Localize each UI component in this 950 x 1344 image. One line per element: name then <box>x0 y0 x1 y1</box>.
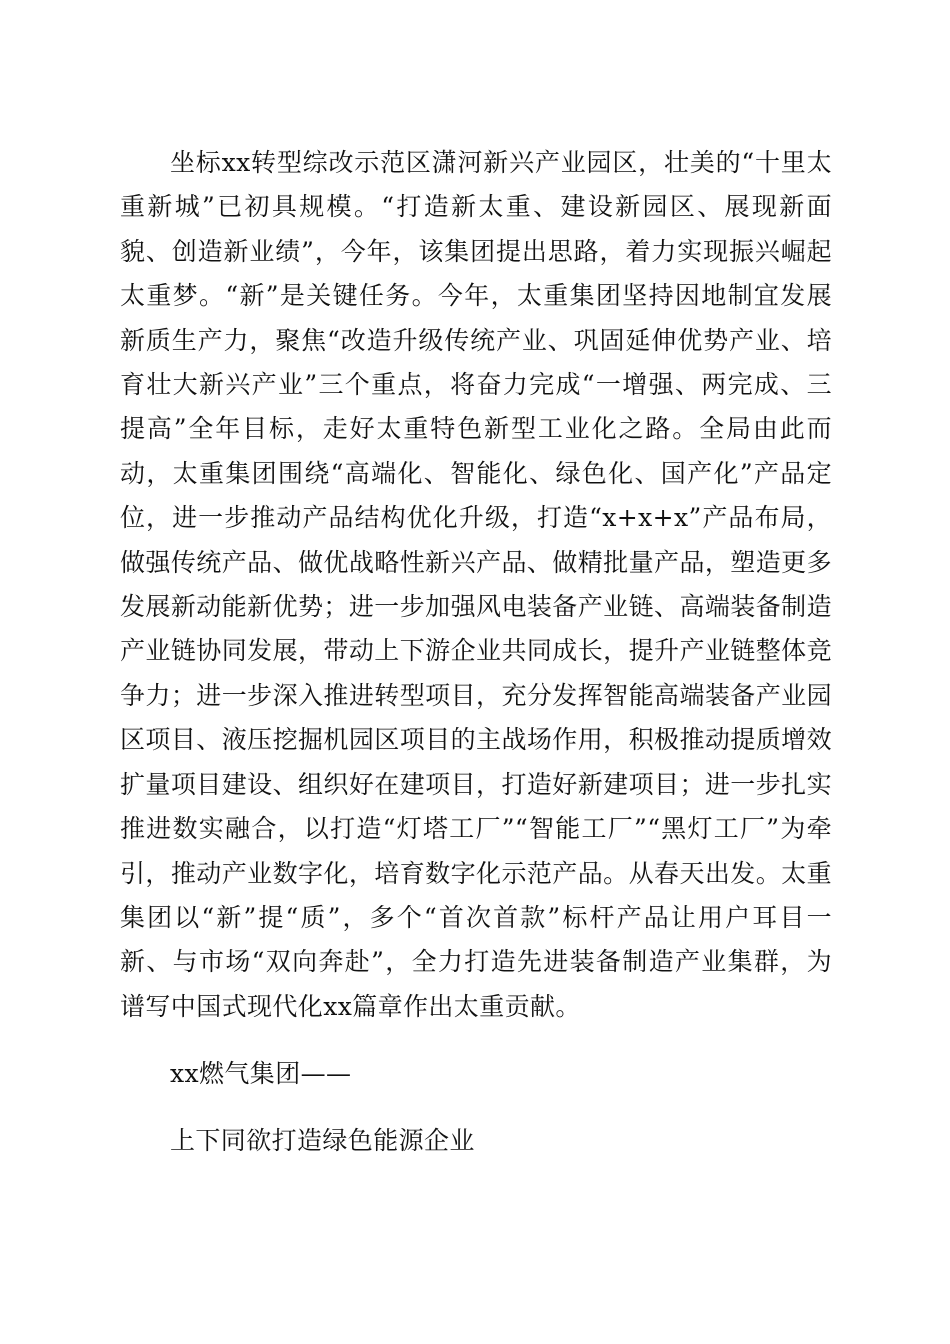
section-org-name: xx燃气集团—— <box>170 1059 352 1088</box>
section-subtitle: 上下同欲打造绿色能源企业 <box>170 1126 475 1155</box>
body-paragraph: 坐标xx转型综改示范区潇河新兴产业园区，壮美的“十里太重新城”已初具规模。“打造新太重、建设新园区、展现新面貌、创造新业绩”，今年，该集团提出思路，着力实现振兴崛起太重梦。“新”是关键任务。今年，太重集团坚持因地制宜发展新质生产力，聚焦“改造升级传统产业、巩固延伸优势产业、培育壮大新兴产业”三个重点，将奋力完成“一增强、两完成、三提高”全年目标，走好太重特色新型工业化之路。全局由此而动，太重集团围绕“高端化、智能化、绿色化、国产化”产品定位，进一步推动产品结构优化升级，打造“x+x+x”产品布局，做强传统产品、做优战略性新兴产品、做精批量产品，塑造更多发展新动能新优势；进一步加强风电装备产业链、高端装备制造产业链协同发展，带动上下游企业共同成长，提升产业链整体竞争力；进一步深入推进转型项目，充分发挥智能高端装备产业园区项目、液压挖掘机园区项目的主战场作用，积极推动提质增效扩量项目建设、组织好在建项目，打造好新建项目；进一步扎实推进数实融合，以打造“灯塔工厂”“智能工厂”“黑灯工厂”为牵引，推动产业数字化，培育数字化示范产品。从春天出发。太重集团以“新”提“质”，多个“首次首款”标杆产品让用户耳目一新、与市场“双向奔赴”，全力打造先进装备制造产业集群，为谱写中国式现代化xx篇章作出太重贡献。 <box>120 148 832 1021</box>
